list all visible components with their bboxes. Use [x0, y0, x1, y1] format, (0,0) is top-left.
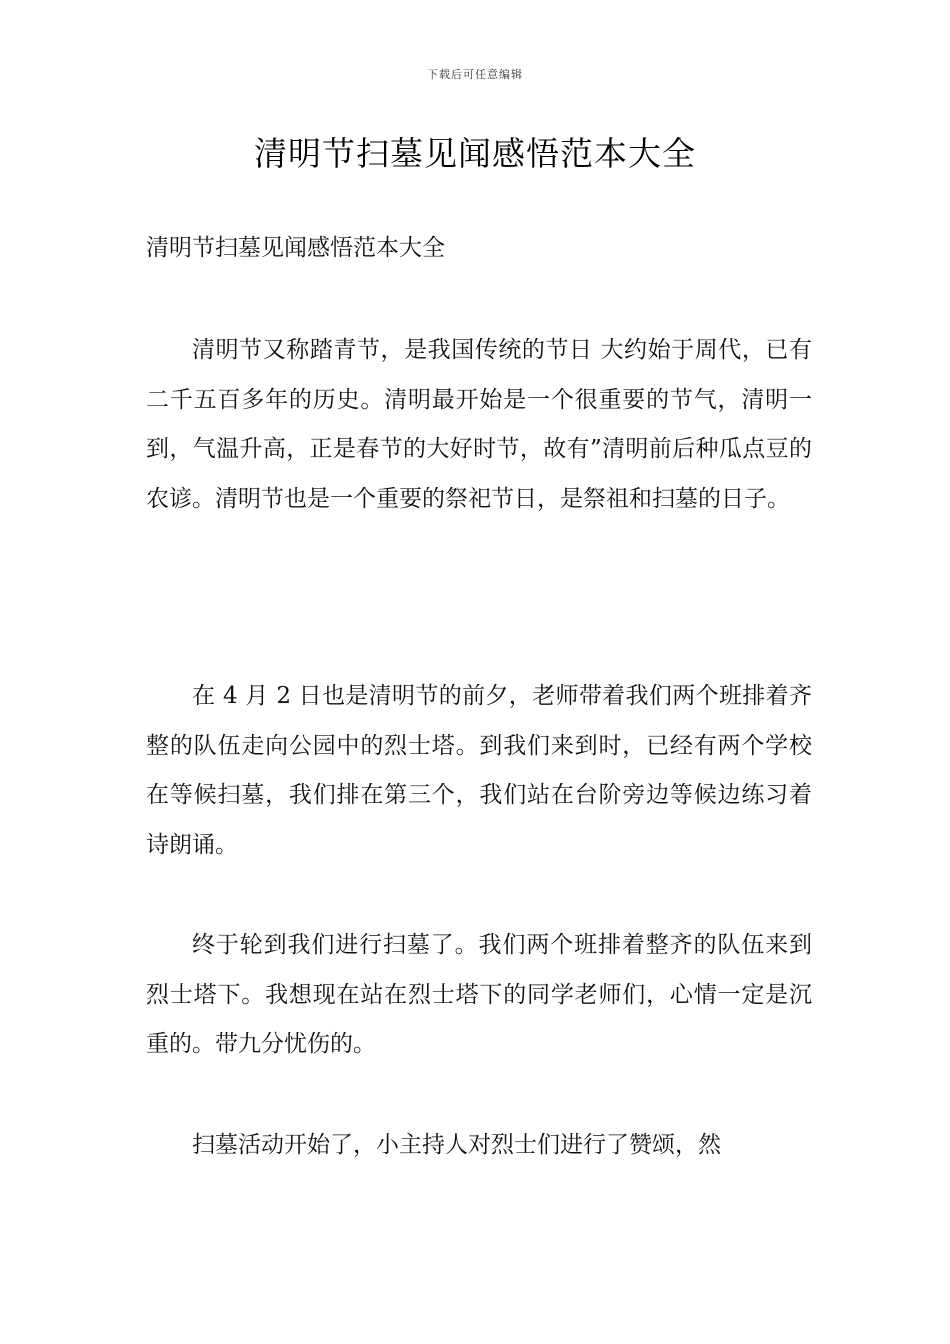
paragraph-4: 扫墓活动开始了，小主持人对烈士们进行了赞颂，然 [192, 1131, 721, 1158]
document-body [146, 228, 812, 1170]
paragraph-3: 终于轮到我们进行扫墓了。我们两个班排着整齐的队伍来到烈士塔下。我想现在站在烈士塔下的同学老师们，心情一定是沉重的。带九分忧伤的。 [146, 932, 812, 1057]
page-header-note: 下载后可任意编辑 [427, 68, 523, 81]
document-subtitle: 清明节扫墓见闻感悟范本大全 [146, 235, 445, 261]
paragraph-2: 在 4 月 2 日也是清明节的前夕，老师带着我们两个班排着齐整的队伍走向公园中的烈士塔。到我们来到时，已经有两个学校在等候扫墓，我们排在第三个，我们站在台阶旁边等候边练习着诗朗诵。 [146, 683, 812, 858]
paragraph-1: 清明节又称踏青节，是我国传统的节日 大约始于周代，已有二千五百多年的历史。清明最开始是一个很重要的节气，清明一到，气温升高，正是春节的大好时节，故有”清明前后种瓜点豆的农谚。清明节也是一个重要的祭祀节日，是祭祖和扫墓的日子。 [146, 337, 812, 512]
document-title: 清明节扫墓见闻感悟范本大全 [254, 134, 696, 173]
